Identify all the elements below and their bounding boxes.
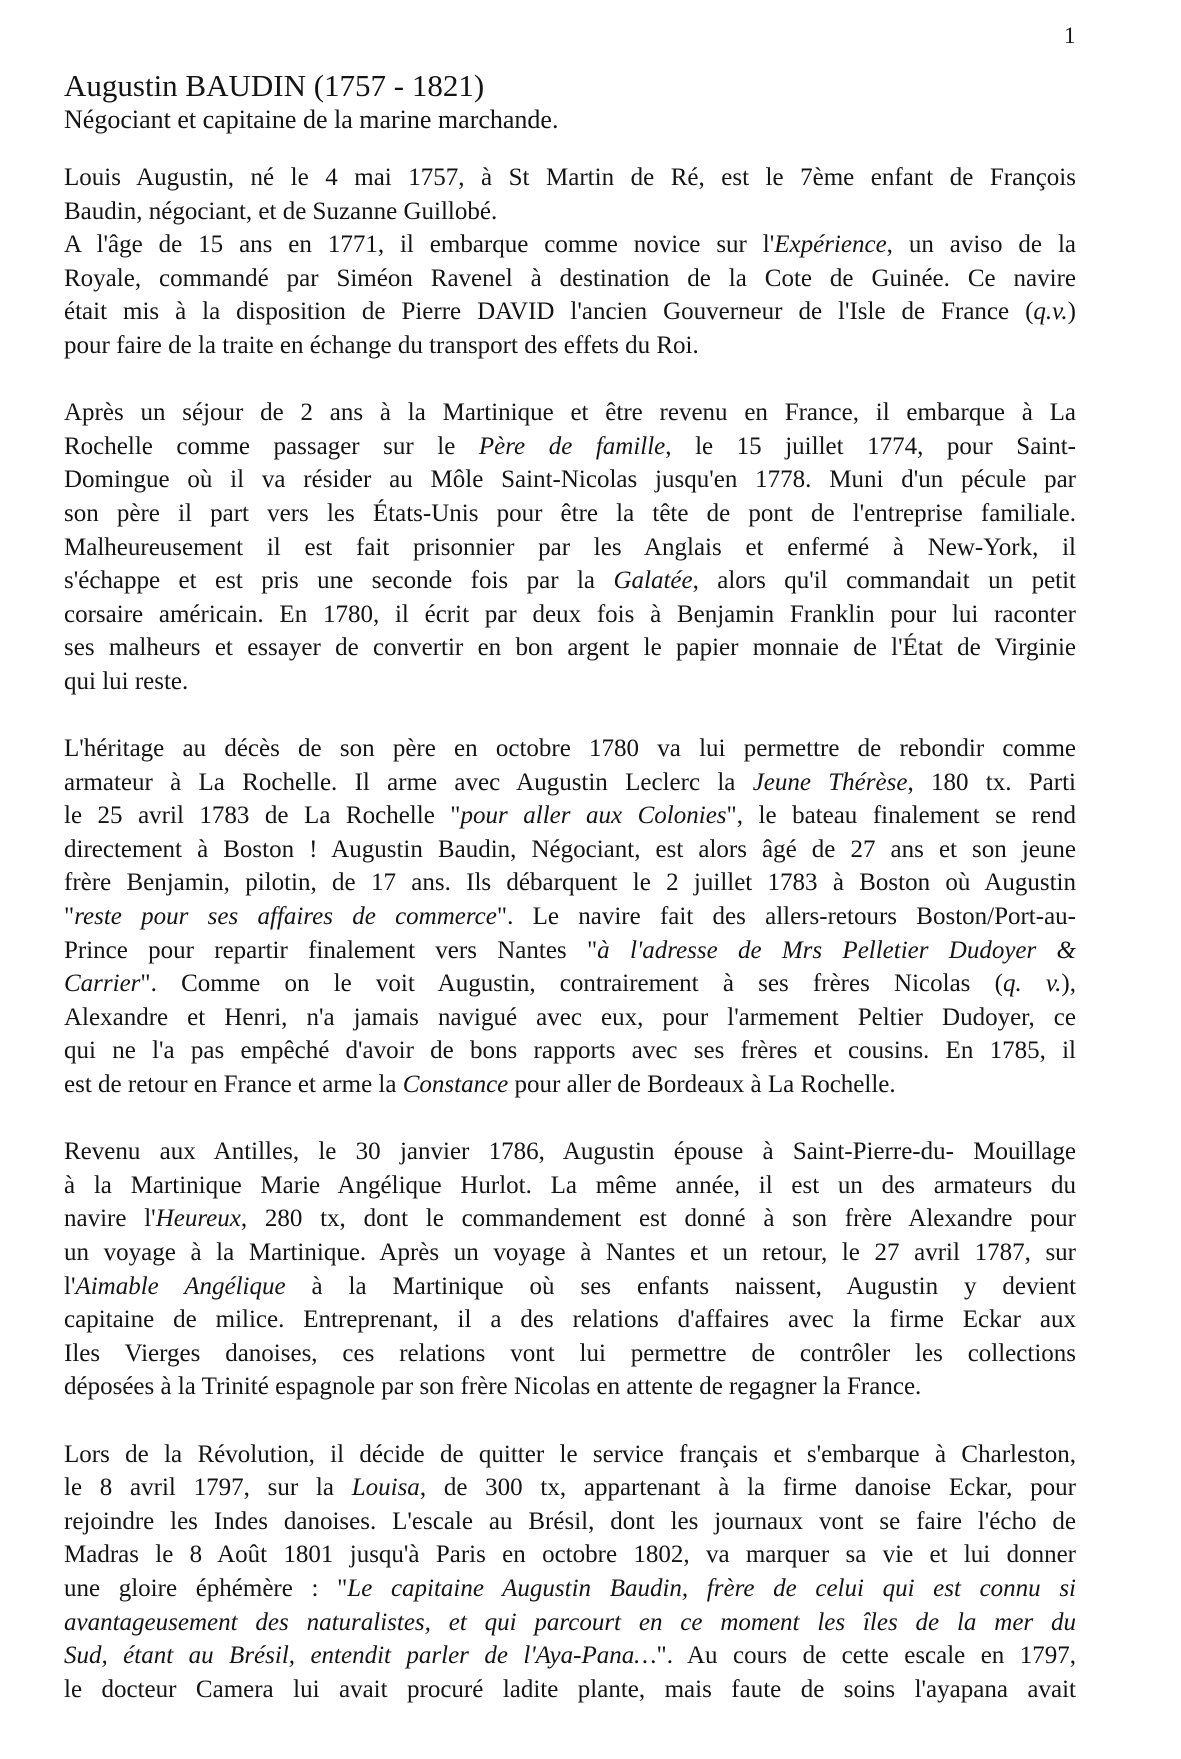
text-run: qui ne l'a pas empêché d'avoir de bons rapports avec ses frères et cousins. En 1785, il xyxy=(64,1037,1076,1065)
text-line xyxy=(64,967,1076,1001)
italic-text: Carrier xyxy=(64,970,141,998)
paragraph xyxy=(64,1135,1076,1404)
text-line xyxy=(64,598,1076,632)
text-run: qui lui reste. xyxy=(64,667,189,695)
text-run: ses malheurs et essayer de convertir en bon argent le papier monnaie de l'État de Virginie xyxy=(64,634,1076,662)
text-run: Alexandre et Henri, n'a jamais navigué avec eux, pour l'armement Peltier Dudoyer, ce xyxy=(64,1003,1076,1031)
italic-text: Aimable Angélique xyxy=(75,1272,286,1300)
text-run: l' xyxy=(64,1272,76,1300)
italic-text: q. v. xyxy=(1002,970,1062,998)
text-run: Après un séjour de 2 ans à la Martinique et être revenu en France, il embarque à La xyxy=(64,399,1076,427)
document-title: Augustin BAUDIN (1757 - 1821) xyxy=(64,68,485,103)
text-run: Rochelle comme passager sur le xyxy=(64,432,479,460)
text-run: le 25 avril 1783 de La Rochelle " xyxy=(64,802,461,830)
text-run: pour aller de Bordeaux à La Rochelle. xyxy=(508,1071,896,1099)
text-run: pour faire de la traite en échange du transport des effets du Roi. xyxy=(64,331,699,359)
italic-text: Louisa xyxy=(351,1474,420,1502)
text-line xyxy=(64,195,1076,229)
text-run: armateur à La Rochelle. Il arme avec Augustin Leclerc la xyxy=(64,768,753,796)
italic-text: Sud, étant au Brésil, entendit parler de l'Aya-Pana… xyxy=(64,1642,657,1670)
text-run: le docteur Camera lui avait procuré ladite plante, mais faute de soins l'ayapana avait xyxy=(64,1675,1076,1703)
italic-text: Constance xyxy=(402,1071,509,1099)
text-line xyxy=(64,564,1076,598)
text-run: le 8 avril 1797, sur la xyxy=(64,1474,352,1502)
text-run: corsaire américain. En 1780, il écrit par deux fois à Benjamin Franklin pour lui raconter xyxy=(64,600,1076,628)
italic-text: pour aller aux Colonies xyxy=(460,802,727,830)
text-run: ", le bateau finalement se rend xyxy=(726,802,1077,830)
text-run: A l'âge de 15 ans en 1771, il embarque comme novice sur l' xyxy=(64,231,775,259)
text-line xyxy=(64,866,1076,900)
text-line xyxy=(64,262,1076,296)
document-body xyxy=(64,68,1076,1740)
text-line xyxy=(64,665,1076,699)
text-line xyxy=(64,1303,1076,1337)
text-run: navire l' xyxy=(64,1205,156,1233)
text-run: ) xyxy=(1067,298,1076,326)
text-line xyxy=(64,766,1076,800)
text-run: s'échappe et est pris une seconde fois par la xyxy=(64,567,614,595)
text-line xyxy=(64,1673,1076,1707)
text-line xyxy=(64,900,1076,934)
text-run: une gloire éphémère : " xyxy=(64,1574,348,1602)
text-line xyxy=(64,329,1076,363)
text-run: déposées à la Trinité espagnole par son frère Nicolas en attente de regagner la France. xyxy=(64,1373,922,1401)
text-line xyxy=(64,1270,1076,1304)
text-line xyxy=(64,1572,1076,1606)
italic-text: Père de famille xyxy=(478,432,666,460)
italic-text: Expérience xyxy=(774,231,887,259)
text-line xyxy=(64,1606,1076,1640)
text-run: Revenu aux Antilles, le 30 janvier 1786, Augustin épouse à Saint-Pierre-du- Mouillage xyxy=(64,1138,1076,1166)
text-line xyxy=(64,463,1076,497)
text-run: , 280 tx, dont le commandement est donné à son frère Alexandre pour xyxy=(240,1205,1076,1233)
text-run: ". Comme on le voit Augustin, contrairement à ses frères Nicolas ( xyxy=(140,970,1003,998)
text-line xyxy=(64,161,1076,195)
text-run: Iles Vierges danoises, ces relations vont lui permettre de contrôler les collections xyxy=(64,1339,1076,1367)
text-line xyxy=(64,1505,1076,1539)
text-line xyxy=(64,1202,1076,1236)
text-run: Malheureusement il est fait prisonnier par les Anglais et enfermé à New-York, il xyxy=(64,533,1076,561)
text-line xyxy=(64,1471,1076,1505)
paragraph xyxy=(64,1438,1076,1707)
text-line xyxy=(64,934,1076,968)
text-line xyxy=(64,1034,1076,1068)
text-run: était mis à la disposition de Pierre DAVID l'ancien Gouverneur de l'Isle de France ( xyxy=(64,298,1034,326)
paragraph xyxy=(64,396,1076,698)
text-run: directement à Boston ! Augustin Baudin, Négociant, est alors âgé de 27 ans et son jeune xyxy=(64,835,1076,863)
text-run: ". Au cours de cette escale en 1797, xyxy=(656,1642,1076,1670)
text-run: Lors de la Révolution, il décide de quitter le service français et s'embarque à Charleston, xyxy=(64,1440,1076,1468)
text-line xyxy=(64,1370,1076,1404)
text-run: ), xyxy=(1061,970,1076,998)
text-run: un voyage à la Martinique. Après un voyage à Nantes et un retour, le 27 avril 1787, sur xyxy=(64,1239,1076,1266)
text-line xyxy=(64,1639,1076,1673)
text-line xyxy=(64,497,1076,531)
text-line xyxy=(64,1169,1076,1203)
text-run: , le 15 juillet 1774, pour Saint- xyxy=(665,432,1077,460)
text-run: son père il part vers les États-Unis pour être la tête de pont de l'entreprise familiale. xyxy=(64,499,1076,527)
text-run: Domingue où il va résider au Môle Saint-Nicolas jusqu'en 1778. Muni d'un pécule par xyxy=(64,466,1076,494)
text-line xyxy=(64,732,1076,766)
text-run: L'héritage au décès de son père en octobre 1780 va lui permettre de rebondir comme xyxy=(64,735,1076,763)
text-line xyxy=(64,531,1076,565)
text-run: , de 300 tx, appartenant à la firme danoise Eckar, pour xyxy=(419,1474,1076,1502)
text-run: Madras le 8 Août 1801 jusqu'à Paris en octobre 1802, va marquer sa vie et lui donner xyxy=(64,1541,1076,1569)
italic-text: q.v. xyxy=(1033,298,1068,326)
text-line xyxy=(64,396,1076,430)
text-run: capitaine de milice. Entreprenant, il a des relations d'affaires avec la firme Eckar aux xyxy=(64,1306,1076,1334)
text-line xyxy=(64,1438,1076,1472)
text-line xyxy=(64,631,1076,665)
text-run: Baudin, négociant, et de Suzanne Guillobé. xyxy=(64,197,498,225)
text-line xyxy=(64,1068,1076,1102)
text-line xyxy=(64,1538,1076,1572)
text-line xyxy=(64,833,1076,867)
text-run: à la Martinique Marie Angélique Hurlot. La même année, il est un des armateurs du xyxy=(64,1171,1076,1199)
text-run: Louis Augustin, né le 4 mai 1757, à St Martin de Ré, est le 7ème enfant de François xyxy=(64,164,1076,191)
text-run: rejoindre les Indes danoises. L'escale au Brésil, dont les journaux vont se faire l'écho de xyxy=(64,1507,1076,1535)
italic-text: reste pour ses affaires de commerce xyxy=(74,903,497,931)
italic-text: Galatée xyxy=(613,567,693,595)
text-run: , alors qu'il commandait un petit xyxy=(692,567,1077,595)
text-line xyxy=(64,295,1076,329)
text-line xyxy=(64,1236,1076,1270)
italic-text: Le capitaine Augustin Baudin, frère de celui qui est connu si xyxy=(347,1574,1076,1602)
paragraph xyxy=(64,161,1076,363)
text-line xyxy=(64,430,1076,464)
italic-text: Heureux xyxy=(155,1205,241,1233)
text-run: à la Martinique où ses enfants naissent, Augustin y devient xyxy=(285,1272,1077,1300)
text-line xyxy=(64,1001,1076,1035)
text-run: Prince pour repartir finalement vers Nantes " xyxy=(64,936,598,964)
italic-text: à l'adresse de Mrs Pelletier Dudoyer & xyxy=(597,936,1076,964)
text-line xyxy=(64,799,1076,833)
paragraph xyxy=(64,732,1076,1102)
text-run: , un aviso de la xyxy=(886,231,1076,259)
text-run: , 180 tx. Parti xyxy=(907,768,1076,796)
text-run: frère Benjamin, pilotin, de 17 ans. Ils débarquent le 2 juillet 1783 à Boston où Augustin xyxy=(64,869,1076,897)
text-line xyxy=(64,1337,1076,1371)
text-run: est de retour en France et arme la xyxy=(64,1071,403,1099)
text-run: Royale, commandé par Siméon Ravenel à destination de la Cote de Guinée. Ce navire xyxy=(64,264,1076,292)
italic-text: avantageusement des naturalistes, et qui parcourt en ce moment les îles de la mer du xyxy=(64,1608,1076,1636)
text-line xyxy=(64,1135,1076,1169)
italic-text: Jeune Thérèse xyxy=(752,768,908,796)
document-subtitle: Négociant et capitaine de la marine marchande. xyxy=(64,105,559,134)
text-run: " xyxy=(64,903,75,931)
text-line xyxy=(64,228,1076,262)
page-number: 1 xyxy=(1064,23,1076,48)
paragraph-list xyxy=(64,161,1076,1706)
text-run: ". Le navire fait des allers-retours Boston/Port-au- xyxy=(496,903,1077,931)
